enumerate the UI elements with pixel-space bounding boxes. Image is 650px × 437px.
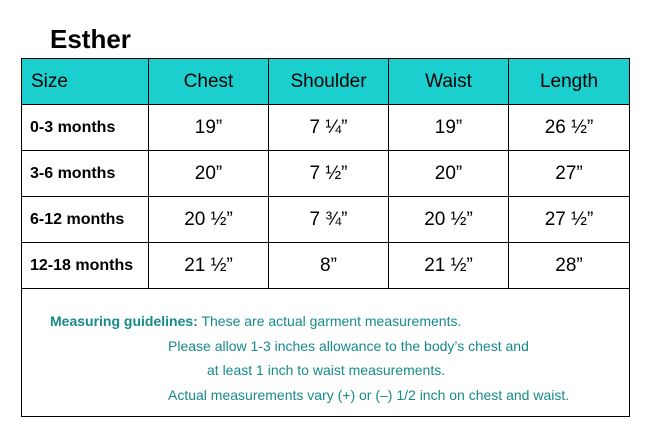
size-cell: 12-18 months	[22, 243, 149, 289]
shoulder-cell: 7 ¼”	[269, 105, 389, 151]
waist-cell: 20 ½”	[389, 197, 509, 243]
waist-cell: 19”	[389, 105, 509, 151]
header-size: Size	[22, 59, 149, 105]
measuring-guidelines	[22, 289, 630, 417]
table-row	[22, 197, 630, 243]
length-cell: 28”	[509, 243, 630, 289]
chest-cell: 20”	[149, 151, 269, 197]
page-title: Esther	[50, 24, 131, 54]
guidelines-line-1	[50, 312, 461, 330]
guidelines-label: Measuring guidelines:	[50, 313, 198, 329]
shoulder-cell: 7 ¾”	[269, 197, 389, 243]
header-waist: Waist	[389, 59, 509, 105]
header-length: Length	[509, 59, 630, 105]
size-cell: 6-12 months	[22, 197, 149, 243]
guidelines-line-3: at least 1 inch to waist measurements.	[207, 362, 446, 378]
size-chart-table	[21, 58, 630, 417]
guidelines-line-4: Actual measurements vary (+) or (–) 1/2 inch on chest and waist.	[168, 387, 570, 403]
waist-cell: 21 ½”	[389, 243, 509, 289]
table-row	[22, 151, 630, 197]
waist-cell: 20”	[389, 151, 509, 197]
notes-row	[22, 289, 630, 417]
guidelines-text-1: These are actual garment measurements.	[197, 313, 462, 329]
length-cell: 26 ½”	[509, 105, 630, 151]
guidelines-line-2: Please allow 1-3 inches allowance to the body’s chest and	[168, 338, 529, 354]
header-row	[22, 59, 630, 105]
chest-cell: 21 ½”	[149, 243, 269, 289]
shoulder-cell: 7 ½”	[269, 151, 389, 197]
chest-cell: 20 ½”	[149, 197, 269, 243]
header-shoulder: Shoulder	[269, 59, 389, 105]
length-cell: 27”	[509, 151, 630, 197]
table-row	[22, 243, 630, 289]
header-chest: Chest	[149, 59, 269, 105]
size-cell: 0-3 months	[22, 105, 149, 151]
size-cell: 3-6 months	[22, 151, 149, 197]
table-row	[22, 105, 630, 151]
length-cell: 27 ½”	[509, 197, 630, 243]
chest-cell: 19”	[149, 105, 269, 151]
shoulder-cell: 8”	[269, 243, 389, 289]
